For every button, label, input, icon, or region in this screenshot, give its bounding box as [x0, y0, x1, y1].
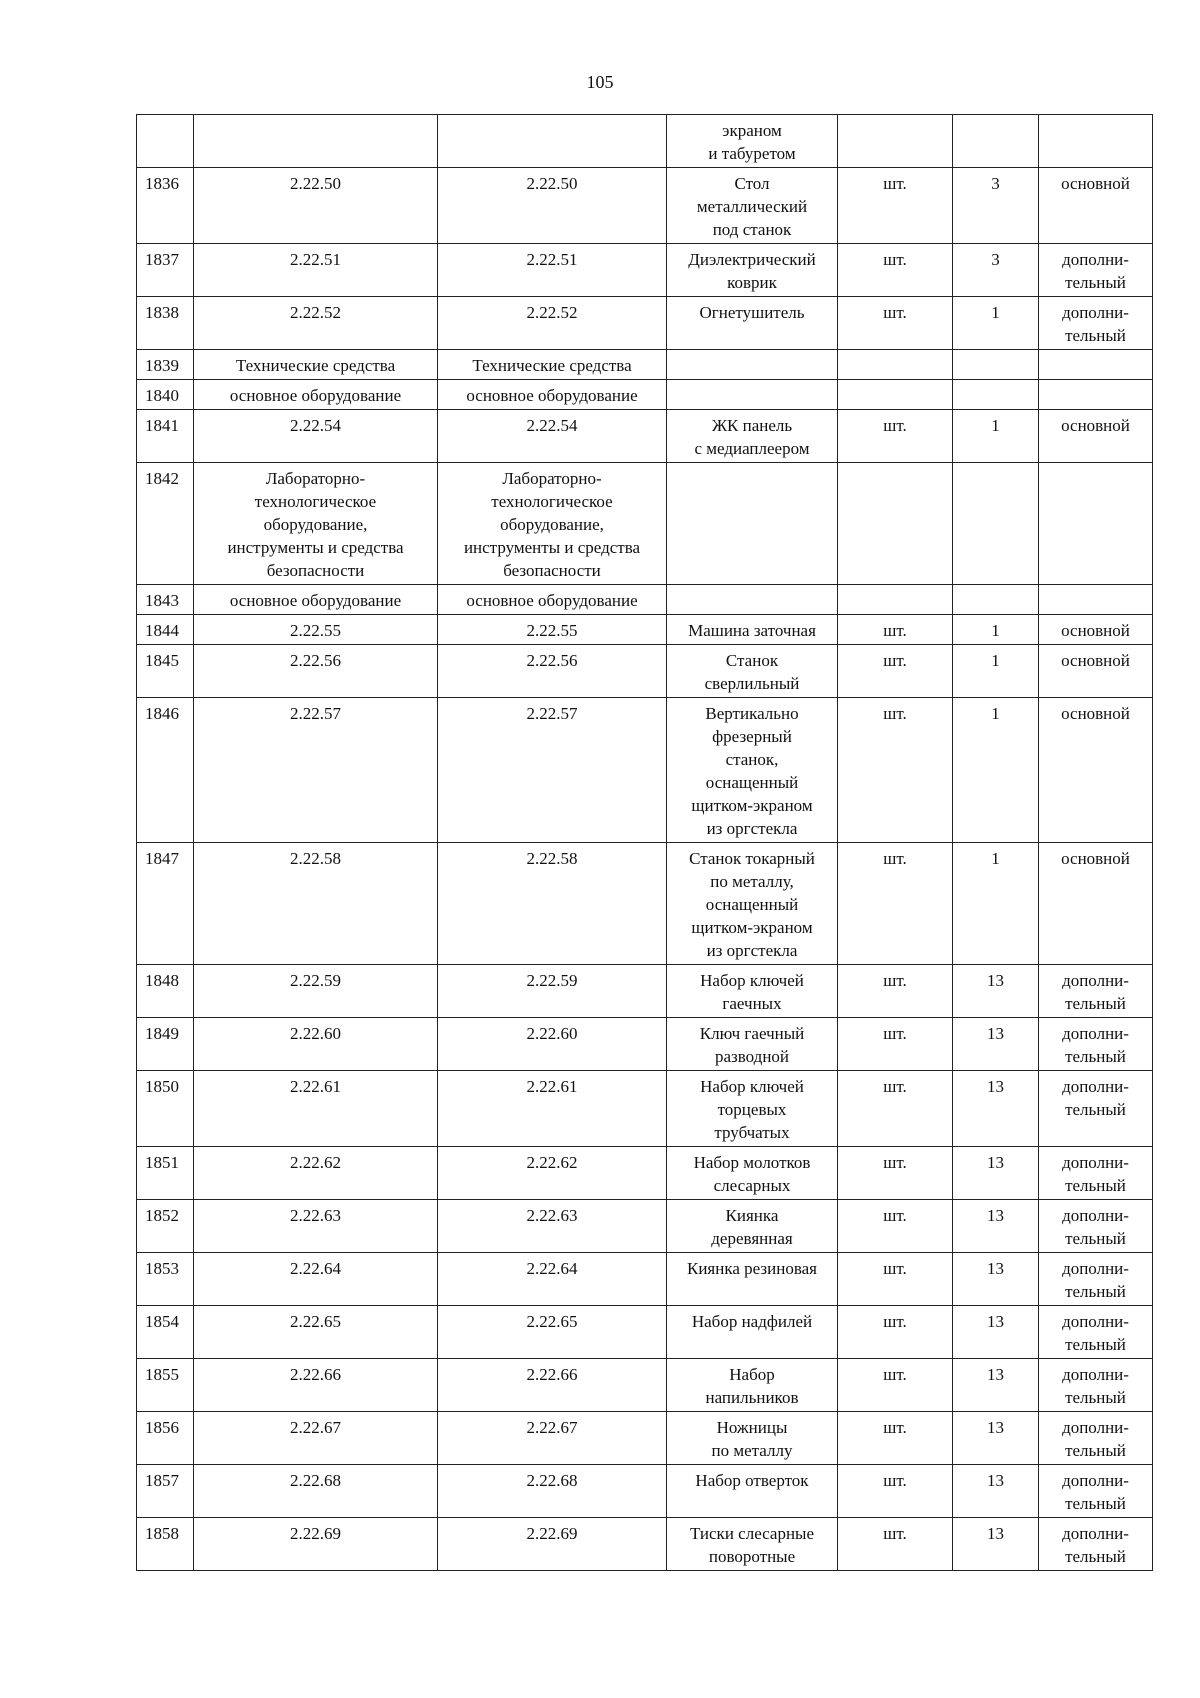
- cell-code-2: 2.22.69: [438, 1518, 667, 1571]
- cell-code-1: 2.22.52: [194, 297, 438, 350]
- cell-type: дополни- тельный: [1039, 1412, 1153, 1465]
- cell-quantity: 13: [953, 1359, 1039, 1412]
- table-row: [137, 350, 1153, 380]
- cell-item-name: Ножницы по металлу: [667, 1412, 838, 1465]
- cell-code-1: 2.22.59: [194, 965, 438, 1018]
- table-body: [137, 115, 1153, 1571]
- row-number: 1843: [137, 585, 194, 615]
- cell-code-2: 2.22.57: [438, 698, 667, 843]
- cell-quantity: 13: [953, 1071, 1039, 1147]
- cell-type: дополни- тельный: [1039, 1518, 1153, 1571]
- cell-type: дополни- тельный: [1039, 297, 1153, 350]
- cell-code-2: Технические средства: [438, 350, 667, 380]
- cell-unit: шт.: [838, 1253, 953, 1306]
- cell-unit: шт.: [838, 1306, 953, 1359]
- cell-quantity: 1: [953, 410, 1039, 463]
- cell-code-2: 2.22.56: [438, 645, 667, 698]
- cell-code-2: 2.22.50: [438, 168, 667, 244]
- row-number: 1842: [137, 463, 194, 585]
- row-number: 1858: [137, 1518, 194, 1571]
- cell-unit: шт.: [838, 244, 953, 297]
- cell-code-2: 2.22.58: [438, 843, 667, 965]
- cell-quantity: 13: [953, 1306, 1039, 1359]
- cell-item-name: Киянка деревянная: [667, 1200, 838, 1253]
- cell-item-name: Вертикально фрезерный станок, оснащенный щитком-экраном из оргстекла: [667, 698, 838, 843]
- cell-item-name: Станок сверлильный: [667, 645, 838, 698]
- cell-unit: шт.: [838, 410, 953, 463]
- row-number: 1857: [137, 1465, 194, 1518]
- table-row: [137, 1071, 1153, 1147]
- cell-code-2: 2.22.60: [438, 1018, 667, 1071]
- cell-code-1: 2.22.68: [194, 1465, 438, 1518]
- table-row: [137, 115, 1153, 168]
- cell-item-name: Диэлектрический коврик: [667, 244, 838, 297]
- row-number: 1838: [137, 297, 194, 350]
- cell-quantity: [953, 463, 1039, 585]
- row-number: 1840: [137, 380, 194, 410]
- cell-item-name: Набор отверток: [667, 1465, 838, 1518]
- cell-unit: шт.: [838, 1071, 953, 1147]
- cell-unit: шт.: [838, 1465, 953, 1518]
- cell-item-name: Набор молотков слесарных: [667, 1147, 838, 1200]
- row-number: 1844: [137, 615, 194, 645]
- cell-unit: шт.: [838, 1018, 953, 1071]
- cell-code-1: 2.22.69: [194, 1518, 438, 1571]
- cell-quantity: 13: [953, 965, 1039, 1018]
- cell-quantity: 13: [953, 1465, 1039, 1518]
- cell-code-2: [438, 115, 667, 168]
- cell-code-1: 2.22.56: [194, 645, 438, 698]
- cell-unit: шт.: [838, 698, 953, 843]
- cell-quantity: [953, 585, 1039, 615]
- table-row: [137, 843, 1153, 965]
- cell-unit: шт.: [838, 843, 953, 965]
- cell-unit: шт.: [838, 1200, 953, 1253]
- cell-unit: шт.: [838, 615, 953, 645]
- cell-code-1: Технические средства: [194, 350, 438, 380]
- table-row: [137, 410, 1153, 463]
- cell-code-2: 2.22.54: [438, 410, 667, 463]
- row-number: 1851: [137, 1147, 194, 1200]
- row-number: 1853: [137, 1253, 194, 1306]
- cell-unit: [838, 115, 953, 168]
- cell-quantity: 1: [953, 645, 1039, 698]
- table-row: [137, 1412, 1153, 1465]
- cell-type: основной: [1039, 410, 1153, 463]
- cell-code-2: 2.22.68: [438, 1465, 667, 1518]
- cell-code-1: 2.22.67: [194, 1412, 438, 1465]
- cell-code-1: 2.22.65: [194, 1306, 438, 1359]
- cell-code-2: 2.22.61: [438, 1071, 667, 1147]
- row-number: [137, 115, 194, 168]
- cell-type: основной: [1039, 698, 1153, 843]
- cell-code-2: Лабораторно- технологическое оборудование, инструменты и средства безопасности: [438, 463, 667, 585]
- equipment-table: [136, 114, 1153, 1571]
- cell-type: дополни- тельный: [1039, 1306, 1153, 1359]
- cell-type: основной: [1039, 615, 1153, 645]
- cell-item-name: Набор напильников: [667, 1359, 838, 1412]
- cell-code-1: 2.22.58: [194, 843, 438, 965]
- row-number: 1854: [137, 1306, 194, 1359]
- cell-code-1: основное оборудование: [194, 585, 438, 615]
- cell-type: [1039, 380, 1153, 410]
- cell-type: основной: [1039, 843, 1153, 965]
- cell-item-name: Машина заточная: [667, 615, 838, 645]
- cell-code-1: 2.22.55: [194, 615, 438, 645]
- cell-unit: шт.: [838, 645, 953, 698]
- cell-type: дополни- тельный: [1039, 244, 1153, 297]
- cell-item-name: [667, 585, 838, 615]
- cell-code-1: 2.22.66: [194, 1359, 438, 1412]
- cell-type: [1039, 463, 1153, 585]
- cell-unit: [838, 585, 953, 615]
- table-row: [137, 645, 1153, 698]
- table-row: [137, 1518, 1153, 1571]
- row-number: 1836: [137, 168, 194, 244]
- cell-type: дополни- тельный: [1039, 1200, 1153, 1253]
- cell-code-1: Лабораторно- технологическое оборудование, инструменты и средства безопасности: [194, 463, 438, 585]
- table-row: [137, 168, 1153, 244]
- cell-code-1: 2.22.60: [194, 1018, 438, 1071]
- cell-code-1: 2.22.57: [194, 698, 438, 843]
- table-row: [137, 1253, 1153, 1306]
- cell-type: [1039, 585, 1153, 615]
- table-row: [137, 1018, 1153, 1071]
- cell-quantity: 13: [953, 1518, 1039, 1571]
- cell-type: [1039, 115, 1153, 168]
- table-row: [137, 297, 1153, 350]
- cell-unit: шт.: [838, 1147, 953, 1200]
- table-row: [137, 585, 1153, 615]
- cell-code-2: 2.22.63: [438, 1200, 667, 1253]
- cell-item-name: Огнетушитель: [667, 297, 838, 350]
- table-row: [137, 1200, 1153, 1253]
- cell-code-2: 2.22.64: [438, 1253, 667, 1306]
- cell-quantity: 13: [953, 1200, 1039, 1253]
- cell-type: основной: [1039, 168, 1153, 244]
- row-number: 1848: [137, 965, 194, 1018]
- cell-code-1: 2.22.62: [194, 1147, 438, 1200]
- cell-code-1: 2.22.54: [194, 410, 438, 463]
- cell-code-1: 2.22.50: [194, 168, 438, 244]
- row-number: 1852: [137, 1200, 194, 1253]
- cell-unit: шт.: [838, 1518, 953, 1571]
- cell-type: дополни- тельный: [1039, 965, 1153, 1018]
- cell-quantity: 1: [953, 843, 1039, 965]
- cell-code-1: 2.22.64: [194, 1253, 438, 1306]
- cell-code-1: 2.22.51: [194, 244, 438, 297]
- cell-quantity: [953, 350, 1039, 380]
- cell-type: дополни- тельный: [1039, 1071, 1153, 1147]
- row-number: 1846: [137, 698, 194, 843]
- row-number: 1847: [137, 843, 194, 965]
- row-number: 1841: [137, 410, 194, 463]
- row-number: 1849: [137, 1018, 194, 1071]
- cell-code-2: 2.22.55: [438, 615, 667, 645]
- cell-quantity: 1: [953, 615, 1039, 645]
- cell-unit: шт.: [838, 1412, 953, 1465]
- table-row: [137, 965, 1153, 1018]
- cell-type: дополни- тельный: [1039, 1018, 1153, 1071]
- cell-item-name: экраном и табуретом: [667, 115, 838, 168]
- cell-type: дополни- тельный: [1039, 1147, 1153, 1200]
- cell-quantity: 1: [953, 297, 1039, 350]
- cell-code-2: 2.22.52: [438, 297, 667, 350]
- cell-quantity: 13: [953, 1147, 1039, 1200]
- cell-code-2: 2.22.67: [438, 1412, 667, 1465]
- cell-type: основной: [1039, 645, 1153, 698]
- cell-code-2: основное оборудование: [438, 585, 667, 615]
- cell-code-2: 2.22.62: [438, 1147, 667, 1200]
- cell-unit: шт.: [838, 1359, 953, 1412]
- cell-item-name: Набор надфилей: [667, 1306, 838, 1359]
- cell-item-name: Тиски слесарные поворотные: [667, 1518, 838, 1571]
- row-number: 1850: [137, 1071, 194, 1147]
- cell-quantity: 13: [953, 1253, 1039, 1306]
- cell-item-name: Киянка резиновая: [667, 1253, 838, 1306]
- cell-unit: [838, 463, 953, 585]
- cell-code-1: основное оборудование: [194, 380, 438, 410]
- cell-unit: шт.: [838, 297, 953, 350]
- cell-quantity: 3: [953, 244, 1039, 297]
- cell-code-2: основное оборудование: [438, 380, 667, 410]
- cell-quantity: 3: [953, 168, 1039, 244]
- cell-unit: шт.: [838, 168, 953, 244]
- cell-quantity: 1: [953, 698, 1039, 843]
- cell-quantity: 13: [953, 1412, 1039, 1465]
- row-number: 1839: [137, 350, 194, 380]
- cell-quantity: [953, 380, 1039, 410]
- table-row: [137, 1359, 1153, 1412]
- cell-unit: шт.: [838, 965, 953, 1018]
- cell-type: дополни- тельный: [1039, 1253, 1153, 1306]
- cell-item-name: Ключ гаечный разводной: [667, 1018, 838, 1071]
- table-row: [137, 1465, 1153, 1518]
- cell-item-name: [667, 380, 838, 410]
- row-number: 1845: [137, 645, 194, 698]
- cell-item-name: Стол металлический под станок: [667, 168, 838, 244]
- table-row: [137, 380, 1153, 410]
- table-row: [137, 1147, 1153, 1200]
- cell-type: дополни- тельный: [1039, 1465, 1153, 1518]
- cell-type: дополни- тельный: [1039, 1359, 1153, 1412]
- cell-item-name: Набор ключей гаечных: [667, 965, 838, 1018]
- table-row: [137, 1306, 1153, 1359]
- cell-code-2: 2.22.51: [438, 244, 667, 297]
- cell-type: [1039, 350, 1153, 380]
- page-number: 105: [586, 72, 614, 92]
- cell-quantity: 13: [953, 1018, 1039, 1071]
- table-row: [137, 463, 1153, 585]
- row-number: 1856: [137, 1412, 194, 1465]
- cell-code-2: 2.22.59: [438, 965, 667, 1018]
- row-number: 1837: [137, 244, 194, 297]
- table-row: [137, 698, 1153, 843]
- cell-unit: [838, 350, 953, 380]
- cell-code-1: 2.22.61: [194, 1071, 438, 1147]
- cell-item-name: [667, 463, 838, 585]
- table-row: [137, 615, 1153, 645]
- cell-item-name: Станок токарный по металлу, оснащенный щитком-экраном из оргстекла: [667, 843, 838, 965]
- cell-code-2: 2.22.66: [438, 1359, 667, 1412]
- table-row: [137, 244, 1153, 297]
- cell-unit: [838, 380, 953, 410]
- cell-code-1: 2.22.63: [194, 1200, 438, 1253]
- cell-item-name: [667, 350, 838, 380]
- cell-code-2: 2.22.65: [438, 1306, 667, 1359]
- row-number: 1855: [137, 1359, 194, 1412]
- cell-item-name: Набор ключей торцевых трубчатых: [667, 1071, 838, 1147]
- cell-code-1: [194, 115, 438, 168]
- cell-quantity: [953, 115, 1039, 168]
- cell-item-name: ЖК панель с медиаплеером: [667, 410, 838, 463]
